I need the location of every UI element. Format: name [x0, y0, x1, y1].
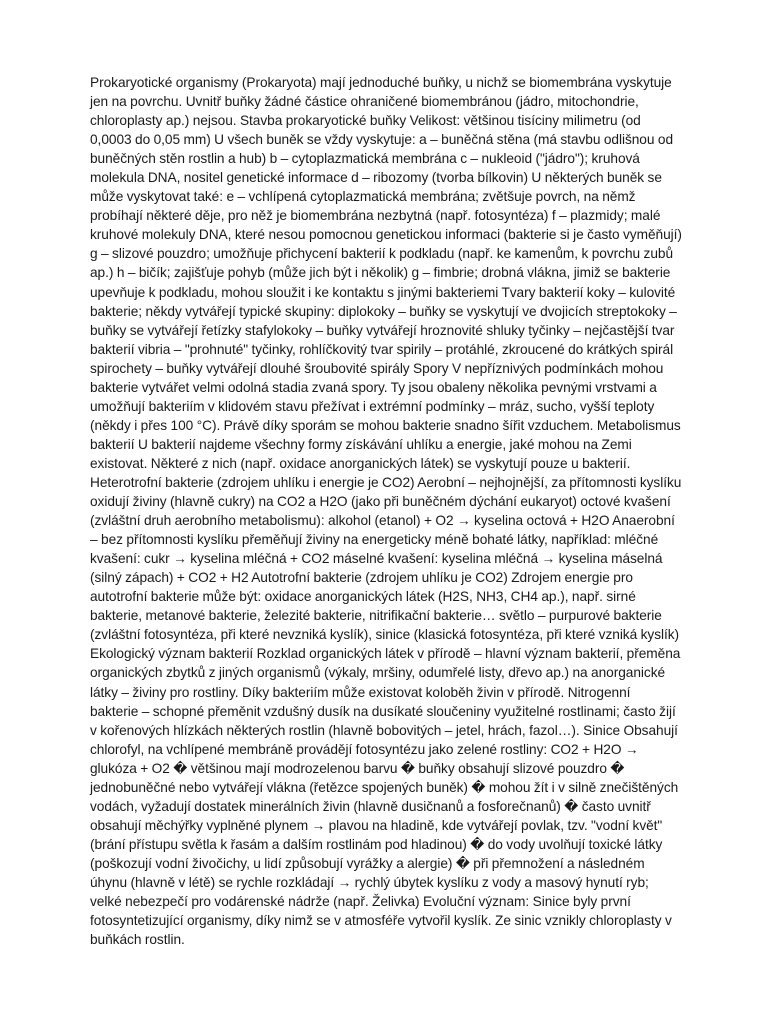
body-paragraph: Prokaryotické organismy (Prokaryota) mají jednoduché buňky, u nichž se biomembrána vyskytuje jen na povrchu. Uvnitř buňky žádné částice ohraničené biomembránou (jádro, mitochondrie, chloroplasty ap.) nejsou. Stavba prokaryotické buňky Velikost: většinou tisíciny milimetru (od 0,0003 do 0,05 mm) U všech buněk se vždy vyskytuje: a – buněčná stěna (má stavbu odlišnou od buněčných stěn rostlin a hub) b – cytoplazmatická membrána c – nukleoid ("jádro"); kruhová molekula DNA, nositel genetické informace d – ribozomy (tvorba bílkovin) U některých buněk se může vyskytovat také: e – vchlípená cytoplazmatická membrána; zvětšuje povrch, na němž probíhají některé děje, pro něž je biomembrána nezbytná (např. fotosyntéza) f – plazmidy; malé kruhové molekuly DNA, které nesou pomocnou genetickou informaci (bakterie si je často vyměňují) g – slizové pouzdro; umožňuje přichycení bakterií k podkladu (např. ke kamenům, k povrchu zubů ap.) h – bičík; zajišťuje pohyb (může jich být i několik) g – fimbrie; drobná vlákna, jimiž se bakterie upevňuje k podkladu, mohou sloužit i ke kontaktu s jinými bakteriemi Tvary bakterií koky – kulovité bakterie; někdy vytvářejí typické skupiny: diplokoky – buňky se vyskytují ve dvojicích streptokoky – buňky se vytvářejí řetízky stafylokoky – buňky vytvářejí hroznovité shluky tyčinky – nejčastější tvar bakterií vibria – "prohnuté" tyčinky, rohlíčkovitý tvar spirily – protáhlé, zkroucené do krátkých spirál spirochety – buňky vytvářejí dlouhé šroubovité spirály Spory V nepříznivých podmínkách mohou bakterie vytvářet velmi odolná stadia zvaná spory. Ty jsou obaleny několika pevnými vrstvami a umožňují bakteriím v klidovém stavu přežívat i extrémní podmínky – mráz, sucho, vyšší teploty (někdy i přes 100 °C). Právě díky sporám se mohou bakterie snadno šířit vzduchem. Metabolismus bakterií U bakterií najdeme všechny formy získávání uhlíku a energie, jaké mohou na Zemi existovat. Některé z nich (např. oxidace anorganických látek) se vyskytují pouze u bakterií. Heterotrofní bakterie (zdrojem uhlíku i energie je CO2) Aerobní – nejhojnější, za přítomnosti kyslíku oxidují živiny (hlavně cukry) na CO2 a H2O (jako při buněčném dýchání eukaryot) octové kvašení (zvláštní druh aerobního metabolismu): alkohol (etanol) + O2 → kyselina octová + H2O Anaerobní – bez přítomnosti kyslíku přeměňují živiny na energeticky méně bohaté látky, například: mléčné kvašení: cukr → kyselina mléčná + CO2 máselné kvašení: kyselina mléčná → kyselina máselná (silný zápach) + CO2 + H2 Autotrofní bakterie (zdrojem uhlíku je CO2) Zdrojem energie pro autotrofní bakterie může být: oxidace anorganických látek (H2S, NH3, CH4 ap.), např. sirné bakterie, metanové bakterie, železité bakterie, nitrifikační bakterie… světlo – purpurové bakterie (zvláštní fotosyntéza, při které nevzniká kyslík), sinice (klasická fotosyntéza, při které vzniká kyslík) Ekologický význam bakterií Rozklad organických látek v přírodě – hlavní význam bakterií, přeměna organických zbytků z jiných organismů (výkaly, mršiny, odumřelé listy, dřevo ap.) na anorganické látky – živiny pro rostliny. Díky bakteriím může existovat koloběh živin v přírodě. Nitrogenní bakterie – schopné přeměnit vzdušný dusík na dusíkaté sloučeniny využitelné rostlinami; často žijí v kořenových hlízkách některých rostlin (hlavně bobovitých – jetel, hrách, fazol…). Sinice Obsahují chlorofyl, na vchlípené membráně provádějí fotosyntézu jako zelené rostliny: CO2 + H2O → glukóza + O2 � většinou mají modrozelenou barvu � buňky obsahují slizové pouzdro � jednobuněčné nebo vytvářejí vlákna (řetězce spojených buněk) � mohou žít i v silně znečištěných vodách, vyžadují dostatek minerálních živin (hlavně dusičnanů a fosforečnanů) � často uvnitř obsahují měchýřky vyplněné plynem → plavou na hladině, kde vytvářejí povlak, tzv. "vodní květ" (brání přístupu světla k řasám a dalším rostlinám pod hladinou) � do vody uvolňují toxické látky (poškozují vodní živočichy, u lidí způsobují vyrážky a alergie) � při přemnožení a následném úhynu (hlavně v létě) se rychle rozkládají → rychlý úbytek kyslíku z vody a masový hynutí ryb; velké nebezpečí pro vodárenské nádrže (např. Želivka) Evoluční význam: Sinice byly první fotosyntetizující organismy, díky nimž se v atmosféře vytvořil kyslík. Ze sinic vznikly chloroplasty v buňkách rostlin.: [90, 75, 682, 948]
